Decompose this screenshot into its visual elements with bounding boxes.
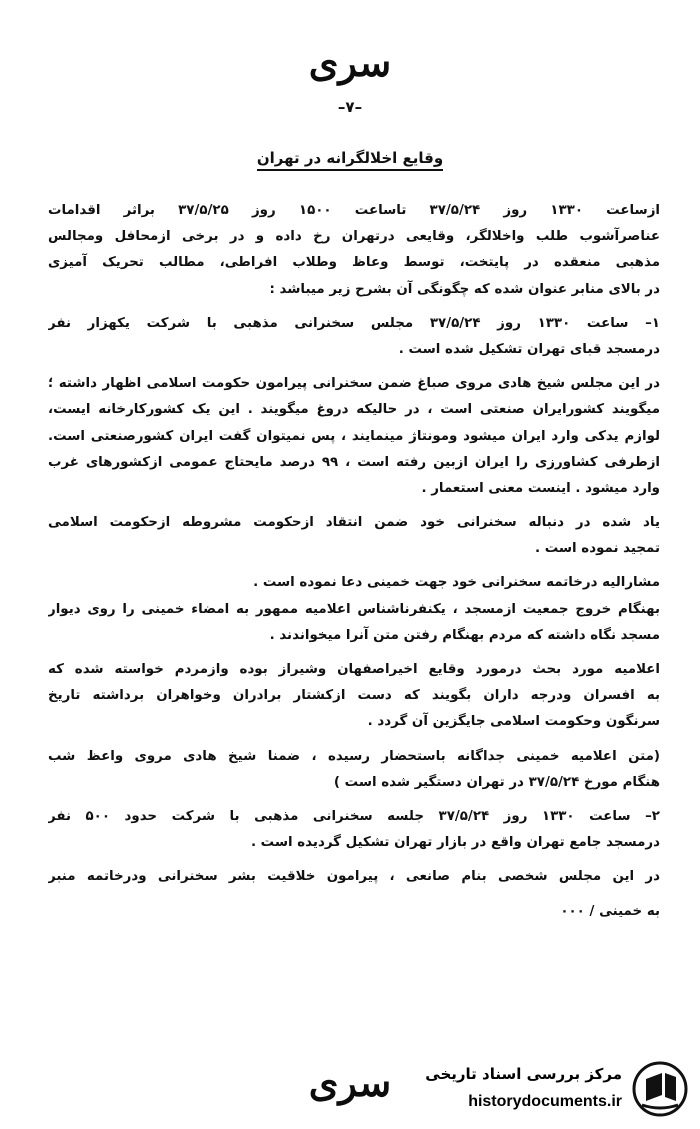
body-line: ۱– ساعت ۱۳۳۰ روز ۳۷/۵/۲۴ مجلس سخنرانی مذهبی با شرکت یکهزار نفر [48,315,660,331]
watermark-org-name: مرکز بررسی اسناد تاریخی [421,1065,626,1083]
body-line: ۲– ساعت ۱۳۳۰ روز ۳۷/۵/۲۴ جلسه سخنرانی مذهبی با شرکت حدود ۵۰۰ نفر [48,808,660,824]
body-line: درمسجد قبای تهران تشکیل شده است . [398,341,660,357]
body-line: در بالای منابر عنوان شده که چگونگی آن بشرح زیر میباشد : [269,281,660,297]
archive-emblem-icon [632,1061,688,1117]
body-line: مشارالیه درخاتمه سخنرانی خود جهت خمینی دعا نموده است . [253,575,660,591]
body-line: در این مجلس شیخ هادی مروی صباغ ضمن سخنرانی پیرامون حکومت اسلامی اظهار داشته ؛ [48,376,660,392]
document-body [48,198,660,925]
body-line: سرنگون وحکومت اسلامی جایگزین آن گردد . [367,714,660,730]
document-title-wrapper [0,148,700,171]
body-line: در این مجلس شخصی بنام صانعی ، پیرامون خلاقیت بشر سخنرانی ودرخاتمه منبر [48,869,660,885]
classification-stamp-top: سری [308,40,392,85]
document-title: وقایع اخلالگرانه در تهران [257,149,443,171]
body-line: ازساعت ۱۳۳۰ روز ۳۷/۵/۲۴ تاساعت ۱۵۰۰ روز ۳۷/۵/۲۵ براثر اقدامات [48,203,660,218]
body-line: (متن اعلامیه خمینی جداگانه باستحضار رسیده ، ضمنا شیخ هادی مروی واعظ شب [48,748,660,764]
body-line: تمجید نموده است . [534,541,660,557]
classification-stamp-bottom: سری [308,1060,392,1105]
body-line: هنگام مورخ ۳۷/۵/۲۴ در تهران دستگیر شده است ) [333,774,660,790]
body-line: به افسران ودرجه داران بگویند که دست ازکشتار برادران وخواهران برداشته تاریخ [48,688,660,704]
body-line: میگویند کشورایران صنعتی است ، در حالیکه دروغ میگویند . این یک کشورکارخانه ایست، [48,402,660,418]
body-line: ازطرفی کشاورزی را ایران ازبین رفته است ، ۹۹ درصد مایحتاج عمومی ازکشورهای غرب [48,454,660,470]
body-line: اعلامیه مورد بحث درمورد وقایع اخیراصفهان وشیراز بوده وازمردم خواسته شده که [48,662,660,677]
body-line: بهنگام خروج جمعیت ازمسجد ، یکنفرناشناس اعلامیه ممهور به امضاء خمینی را روی دیوار [48,601,660,617]
body-line: درمسجد جامع تهران واقع در بازار تهران تشکیل گردیده است . [250,835,660,851]
body-line: لوازم یدکی وارد ایران میشود ومونتاژ مینمایند ، پس نمیتوان گفت ایران کشورصنعتی است. [48,428,660,444]
body-line: عناصرآشوب طلب واخلالگر، وقایعی درتهران رخ داده و در برخی ازمحافل ومجالس [48,229,660,245]
body-line: به خمینی / ۰۰۰ [560,903,660,919]
watermark [398,1057,688,1123]
page-number: –۷– [337,98,363,116]
watermark-url: historydocuments.ir [464,1093,626,1111]
body-line: مذهبی منعقده در پایتخت، توسط وعاظ وطلاب افراطی، مطالب تحریک آمیزی [48,255,660,271]
body-line: وارد میشود . اینست معنی استعمار . [421,480,660,496]
body-line: مسجد نگاه داشته که مردم بهنگام رفتن متن آنرا میخواندند . [269,627,660,643]
body-line: یاد شده در دنباله سخنرانی خود ضمن انتقاد ازحکومت مشروطه ازحکومت اسلامی [48,515,660,531]
